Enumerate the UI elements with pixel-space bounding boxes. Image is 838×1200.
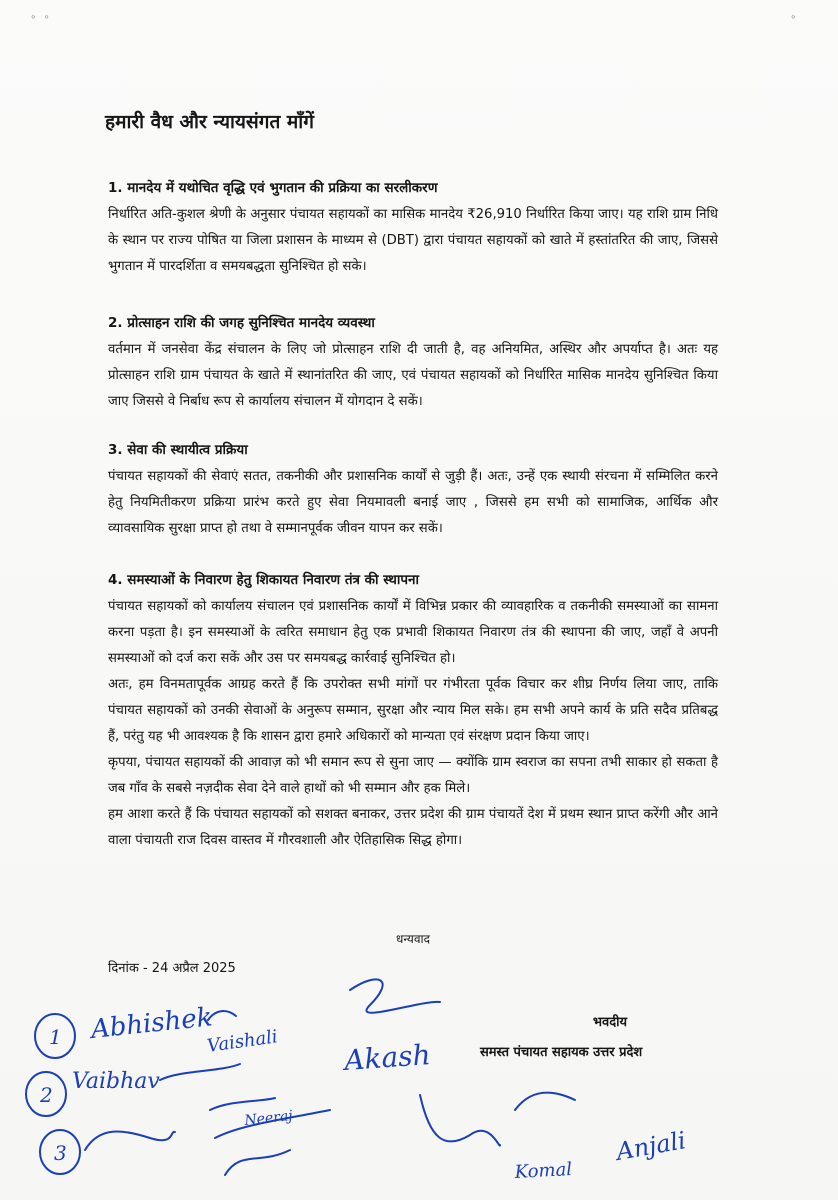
circled-number-text: 2 [40,1083,53,1107]
signature: Akash [343,1038,432,1077]
appeal-paragraph: अतः, हम विनमतापूर्वक आग्रह करते हैं कि उपरोक्त सभी मांगों पर गंभीरता पूर्वक विचार कर शीघ्र निर्णय लिया जाए, ताकि पंचायत सहायकों को उनकी सेवाओं के अनुरूप सम्मान, सुरक्षा और न्याय मिल सके। हम सभी अपने कार्य के प्रति सदैव प्रतिबद्ध हैं, परंतु यह भी आवश्यक है कि शासन द्वारा हमारे अधिकारों को मान्यता एवं संरक्षण प्रदान किया जाए। [108,677,718,744]
signature: Komal [514,1159,573,1183]
signature: Vaishali [205,1026,279,1057]
punch-hole-mark: ∘ ∘ [30,12,52,23]
section-paragraph: पंचायत सहायकों की सेवाएं सतत, तकनीकी और प्रशासनिक कार्यों से जुड़ी हैं। अतः, उन्हें एक स्थायी संरचना में सम्मिलित करने हेतु नियमितीकरण प्रक्रिया प्रारंभ करते हुए सेवा नियमावली बनाई जाए , जिससे हम सभी को सामाजिक, आर्थिक और व्यावसायिक सुरक्षा प्राप्त हो तथा वे सम्मानपूर्वक जीवन यापन कर सकें। [108,469,718,536]
closing-thanks: धन्यवाद [395,932,431,946]
section-paragraph: निर्धारित अति-कुशल श्रेणी के अनुसार पंचायत सहायकों का मासिक मानदेय ₹26,910 निर्धारित किया जाए। यह राशि ग्राम निधि के स्थान पर राज्य पोषित या जिला प्रशासन के माध्यम से (DBT) द्वारा पंचायत सहायकों को खाते में हस्तांतरित की जाए, जिससे भुगतान में पारदर्शिता व समयबद्धता सुनिश्चित हो सके। [108,207,718,274]
section-3 [108,440,718,542]
section-paragraph: वर्तमान में जनसेवा केंद्र संचालन के लिए जो प्रोत्साहन राशि दी जाती है, वह अनियमित, अस्थिर और अपर्याप्त है। अतः यह प्रोत्साहन राशि ग्राम पंचायत के खाते में स्थानांतरित की जाए, एवं पंचायत सहायकों को निर्धारित मासिक मानदेय सुनिश्चित किया जाए जिससे वे निर्बाध रूप से कार्यालय संचालन में योगदान दे सकें। [108,342,718,409]
signature-stroke [420,1095,500,1146]
section-2 [108,313,718,415]
signoff-text: भवदीय [592,1015,628,1030]
punch-hole-mark: ∘ [790,12,799,23]
signature-stroke [225,1150,290,1175]
request-paragraph: कृपया, पंचायत सहायकों की आवाज़ को भी समान रूप से सुना जाए — क्योंकि ग्राम स्वराज का सपना तभी साकार हो सकता है जब गाँव के सबसे नज़दीक सेवा देने वाले हाथों को भी सम्मान और हक मिले। [108,755,718,796]
document-date: दिनांक - 24 अप्रैल 2025 [108,961,236,976]
signature-stroke [515,1093,575,1110]
signature-stroke [350,979,440,1012]
signature: Neeraj [243,1108,294,1129]
signature-stroke [85,1131,175,1150]
section-1 [108,178,718,280]
circled-number [35,1014,75,1058]
section-heading: 2. प्रोत्साहन राशि की जगह सुनिश्चित मानदेय व्यवस्था [108,315,375,331]
organization-name: समस्त पंचायत सहायक उत्तर प्रदेश [480,1045,643,1060]
document-title: हमारी वैध और न्यायसंगत माँगें [105,111,314,133]
section-heading: 1. मानदेय में यथोचित वृद्धि एवं भुगतान की प्रक्रिया का सरलीकरण [108,180,438,196]
section-4 [108,570,718,854]
signature: Vaibhav [72,1069,160,1094]
handwritten-signatures [0,960,838,1200]
hope-paragraph: हम आशा करते हैं कि पंचायत सहायकों को सशक्त बनाकर, उत्तर प्रदेश की ग्राम पंचायतें देश में प्रथम स्थान प्राप्त करेंगी और आने वाला पंचायती राज दिवस वास्तव में गौरवशाली और ऐतिहासिक सिद्ध होगा। [108,807,718,848]
signature: Anjali [614,1126,688,1166]
signature: Abhishek [89,1002,214,1045]
section-paragraph: पंचायत सहायकों को कार्यालय संचालन एवं प्रशासनिक कार्यों में विभिन्न प्रकार की व्यावहारिक व तकनीकी समस्याओं का सामना करना पड़ता है। इन समस्याओं के त्वरित समाधान हेतु एक प्रभावी शिकायत निवारण तंत्र की स्थापना की जाए, जहाँ वे अपनी समस्याओं को दर्ज करा सकें और उस पर समयबद्ध कार्रवाई सुनिश्चित हो। [108,599,718,666]
circled-number-text: 1 [49,1025,62,1049]
circled-number [26,1072,66,1116]
signature-stroke [160,1064,240,1080]
section-heading: 4. समस्याओं के निवारण हेतु शिकायत निवारण तंत्र की स्थापना [108,572,420,588]
circled-number [40,1130,80,1174]
circled-number-text: 3 [54,1141,67,1165]
signature-stroke [210,1098,275,1110]
section-heading: 3. सेवा की स्थायीत्व प्रक्रिया [108,442,248,458]
